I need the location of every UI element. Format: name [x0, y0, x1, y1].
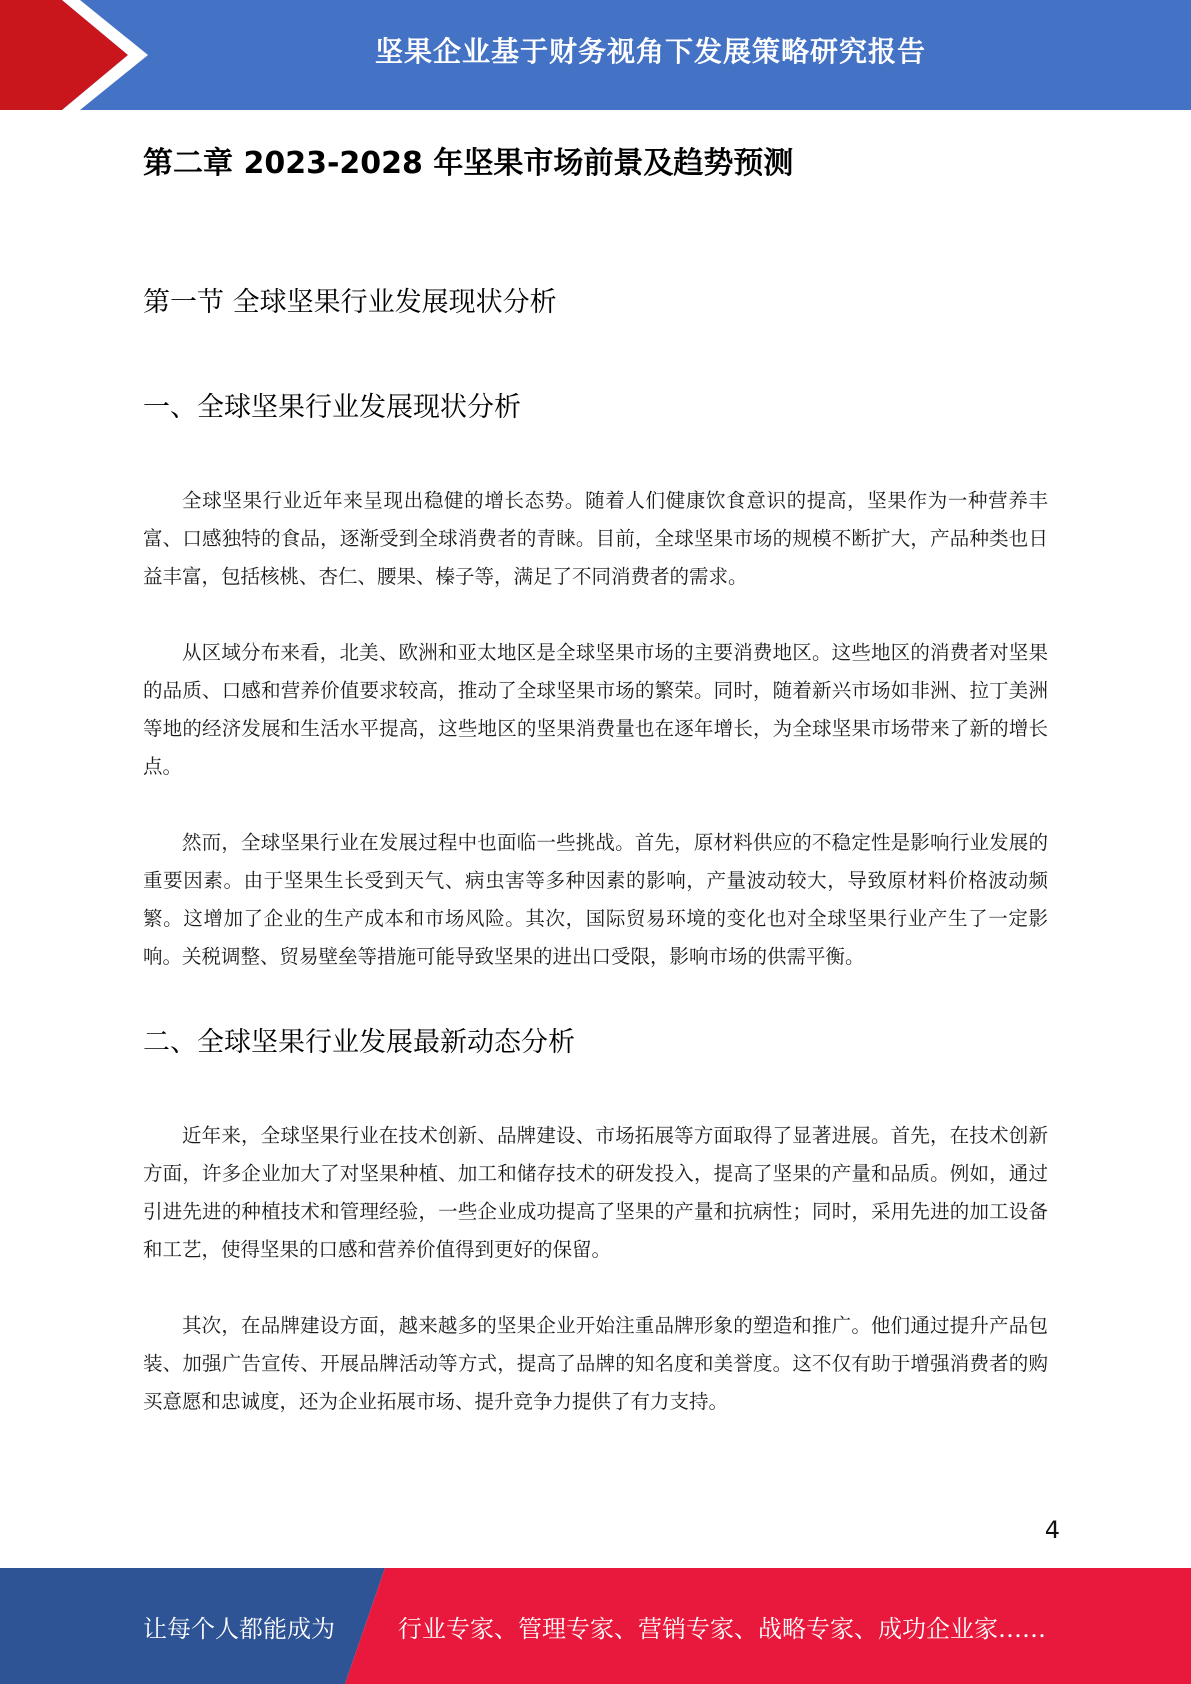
page-footer: [0, 1568, 1191, 1684]
header-red-block: [0, 0, 128, 110]
paragraph: 其次，在品牌建设方面，越来越多的坚果企业开始注重品牌形象的塑造和推广。他们通过提升产品包装、加强广告宣传、开展品牌活动等方式，提高了品牌的知名度和美誉度。这不仅有助于增强消费者的购买意愿和忠诚度，还为企业拓展市场、提升竞争力提供了有力支持。: [143, 1314, 1048, 1413]
paragraph: 从区域分布来看，北美、欧洲和亚太地区是全球坚果市场的主要消费地区。这些地区的消费者对坚果的品质、口感和营养价值要求较高，推动了全球坚果市场的繁荣。同时，随着新兴市场如非洲、拉丁美洲等地的经济发展和生活水平提高，这些地区的坚果消费量也在逐年增长，为全球坚果市场带来了新的增长点。: [143, 641, 1048, 778]
page-header: [0, 0, 1191, 110]
footer-slogan-right: 行业专家、管理专家、营销专家、战略专家、成功企业家……: [398, 1614, 1046, 1643]
paragraph: 近年来，全球坚果行业在技术创新、品牌建设、市场拓展等方面取得了显著进展。首先，在技术创新方面，许多企业加大了对坚果种植、加工和储存技术的研发投入，提高了坚果的产量和品质。例如，通过引进先进的种植技术和管理经验，一些企业成功提高了坚果的产量和抗病性；同时，采用先进的加工设备和工艺，使得坚果的口感和营养价值得到更好的保留。: [143, 1124, 1048, 1261]
page-content: [143, 120, 1048, 1421]
page-number: 4: [1044, 1516, 1060, 1544]
paragraph: 全球坚果行业近年来呈现出稳健的增长态势。随着人们健康饮食意识的提高，坚果作为一种营养丰富、口感独特的食品，逐渐受到全球消费者的青睐。目前，全球坚果市场的规模不断扩大，产品种类也日益丰富，包括核桃、杏仁、腰果、榛子等，满足了不同消费者的需求。: [143, 489, 1048, 588]
header-arrow-decoration: [0, 0, 160, 110]
subsection-title: 一、全球坚果行业发展现状分析: [143, 392, 521, 423]
paragraph: 然而，全球坚果行业在发展过程中也面临一些挑战。首先，原材料供应的不稳定性是影响行业发展的重要因素。由于坚果生长受到天气、病虫害等多种因素的影响，产量波动较大，导致原材料价格波动频繁。这增加了企业的生产成本和市场风险。其次，国际贸易环境的变化也对全球坚果行业产生了一定影响。关税调整、贸易壁垒等措施可能导致坚果的进出口受限，影响市场的供需平衡。: [143, 831, 1048, 968]
section-title: 第一节 全球坚果行业发展现状分析: [143, 287, 557, 318]
header-title: 坚果企业基于财务视角下发展策略研究报告: [374, 35, 926, 68]
subsection-title: 二、全球坚果行业发展最新动态分析: [143, 1027, 575, 1058]
footer-slogan-left: 让每个人都能成为: [143, 1614, 335, 1643]
chapter-title: 第二章 2023-2028 年坚果市场前景及趋势预测: [143, 146, 794, 181]
